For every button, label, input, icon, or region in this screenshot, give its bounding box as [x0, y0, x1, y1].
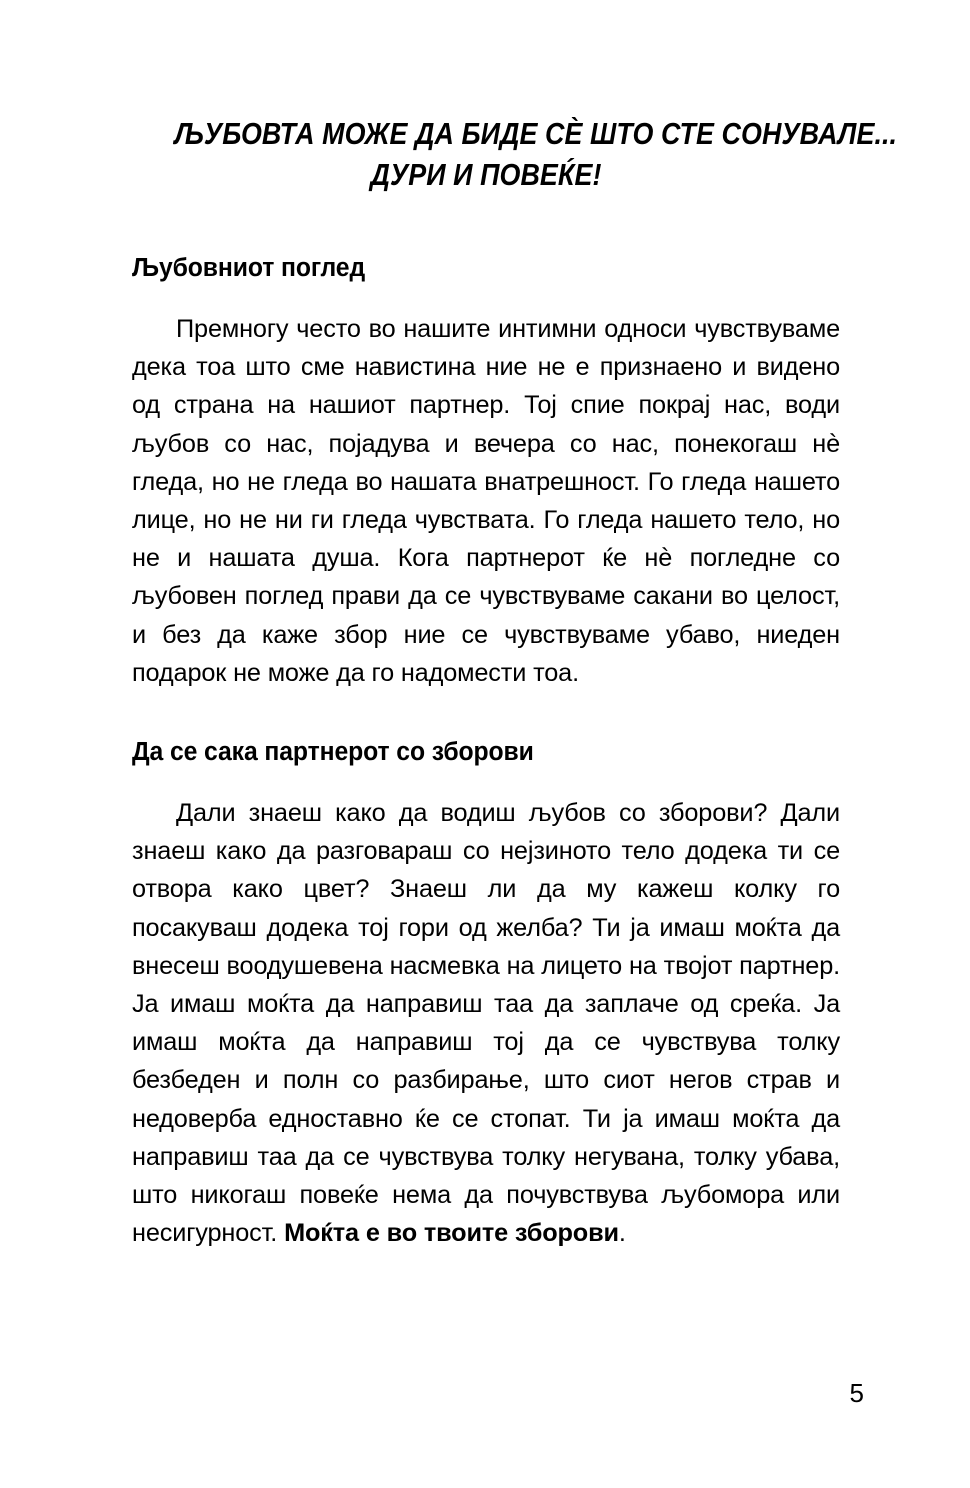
paragraph-1-text: Премногу често во нашите интимни односи чувствуваме дека тоа што сме навистина ние не е признаено и видено од страна на нашиот партнер. Тој спие покрај нас, води љубов со нас, појадува и вечера со нас, понекогаш нè гледа, но не гледа во нашата внатрешност. Го гледа нашето лице, но не ни ги гледа чувствата. Го гледа нашето тело, но не и нашата душа. Кога партнерот ќе нè погледне со љубовен поглед прави да се чувствуваме сакани во целост, и без да каже збор ние се чувствуваме убаво, ниеден подарок не може да го надомести тоа. [132, 315, 840, 687]
chapter-title [174, 0, 898, 196]
section-heading-1: Љубовниот поглед [132, 254, 366, 282]
paragraph-2-emphasis: Моќта е во твоите зборови [284, 1219, 619, 1248]
chapter-title-line-2: ДУРИ И ПОВЕЌЕ! [370, 158, 602, 192]
chapter-title-line-1: ЉУБОВТА МОЖЕ ДА БИДЕ СÈ ШТО СТЕ СОНУВАЛЕ... [174, 117, 898, 151]
section-paragraph-2 [132, 768, 840, 1252]
paragraph-2-text: Дали знаеш како да водиш љубов со зборови? Дали знаеш како да разговараш со нејзиното тело додека ти се отвора како цвет? Знаеш ли да му кажеш колку го посакуваш додека тој гори од желба? Ти ја имаш моќта да внесеш воодушевена насмевка на лицето на твојот партнер. Ја имаш моќта да направиш таа да заплаче од среќа. Ја имаш моќта да направиш тој да се чувствува толку безбеден и полн со разбирање, што сиот негов страв и недоверба едноставно ќе се стопат. Ти ја имаш моќта да направиш таа да се чувствува толку негувана, толку убава, што никогаш повеќе нема да почувствува љубомора или несигурност. [132, 799, 840, 1248]
page-content-column [132, 0, 898, 1252]
section-heading-2: Да се сака партнерот со зборови [132, 738, 534, 767]
section-paragraph-1 [132, 284, 840, 692]
paragraph-2-period: . [618, 1219, 626, 1248]
page-number: 5 [849, 1378, 864, 1408]
